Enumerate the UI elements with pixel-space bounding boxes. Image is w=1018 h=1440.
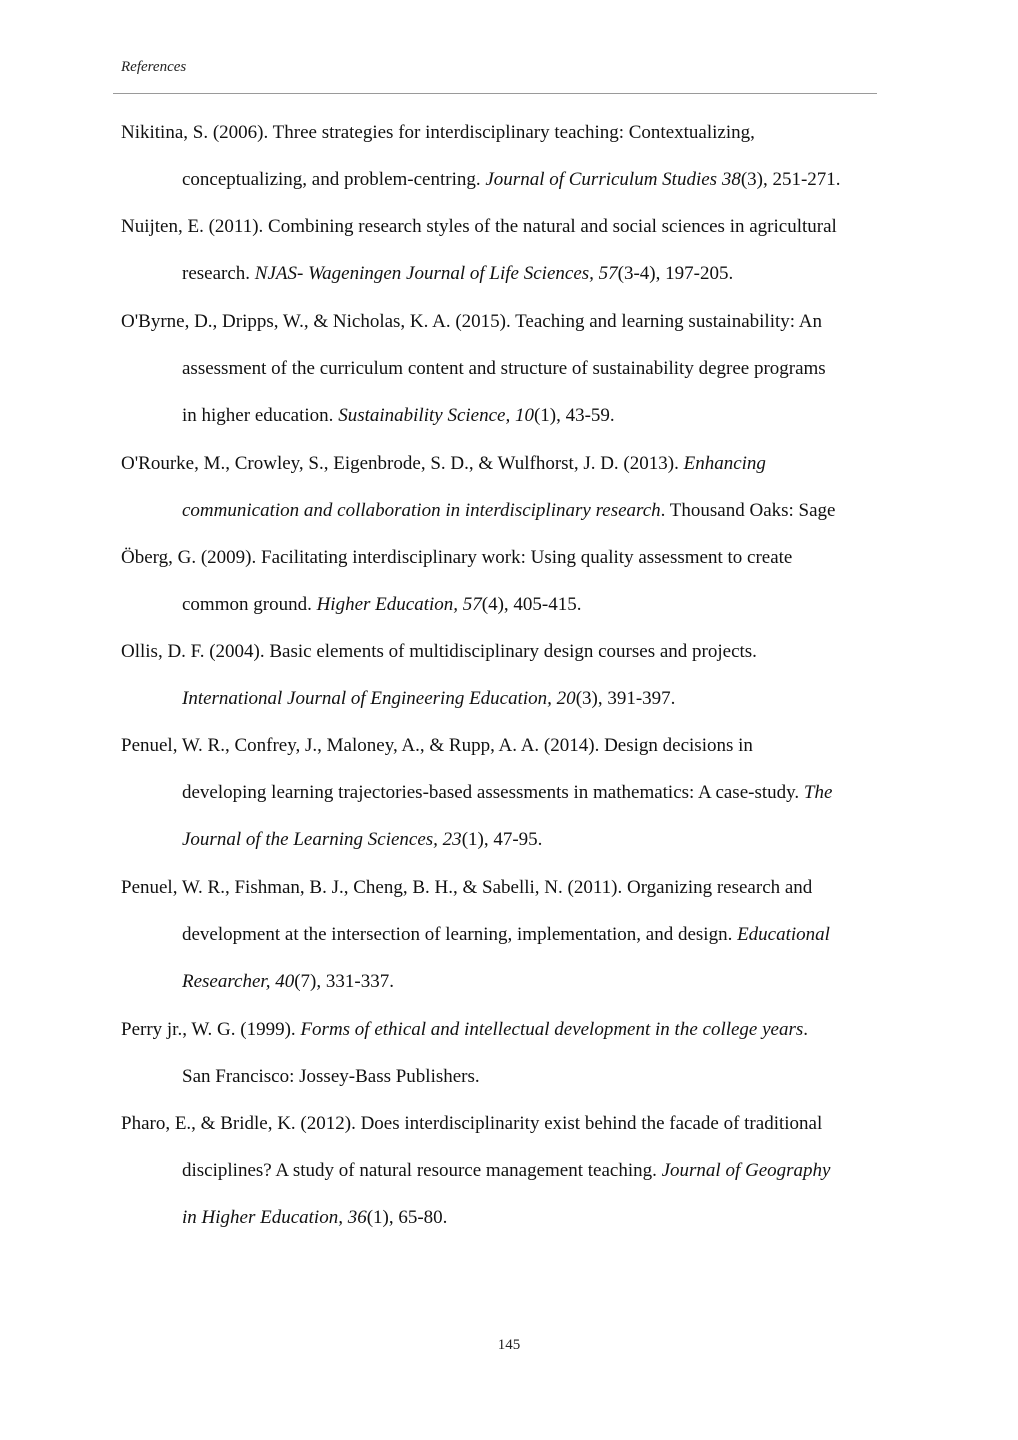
reference-text: disciplines? A study of natural resource management teaching. bbox=[182, 1160, 662, 1181]
reference-line bbox=[121, 1006, 808, 1053]
reference-entry bbox=[121, 534, 792, 628]
reference-italic-text: Forms of ethical and intellectual development in the college years bbox=[300, 1019, 804, 1040]
reference-entry bbox=[121, 109, 841, 203]
reference-line bbox=[121, 581, 792, 628]
reference-line bbox=[121, 440, 836, 487]
reference-text: (7), 331-337. bbox=[294, 971, 394, 992]
reference-text: conceptualizing, and problem-centring. bbox=[182, 169, 486, 190]
reference-text: Nuijten, E. (2011). Combining research styles of the natural and social sciences in agricultural bbox=[121, 216, 837, 237]
reference-line bbox=[121, 769, 832, 816]
reference-text: Ollis, D. F. (2004). Basic elements of multidisciplinary design courses and projects. bbox=[121, 641, 757, 662]
reference-text: (4), 405-415. bbox=[481, 594, 582, 615]
reference-text: assessment of the curriculum content and structure of sustainability degree programs bbox=[182, 358, 826, 379]
reference-line bbox=[121, 1100, 830, 1147]
reference-text: Pharo, E., & Bridle, K. (2012). Does interdisciplinarity exist behind the facade of traditional bbox=[121, 1113, 823, 1134]
reference-entry bbox=[121, 1006, 808, 1100]
reference-line bbox=[121, 864, 830, 911]
reference-line bbox=[121, 722, 832, 769]
reference-text: (1), 47-95. bbox=[461, 829, 543, 850]
reference-line bbox=[121, 911, 830, 958]
reference-italic-text: Higher Education, 57 bbox=[316, 594, 482, 615]
reference-entry bbox=[121, 722, 832, 863]
reference-entry bbox=[121, 628, 757, 722]
reference-italic-text: The bbox=[803, 782, 833, 803]
reference-text: (3), 251-271. bbox=[740, 169, 841, 190]
reference-line bbox=[121, 345, 826, 392]
reference-line bbox=[121, 675, 757, 722]
reference-entry bbox=[121, 1100, 830, 1241]
reference-entry bbox=[121, 203, 837, 297]
reference-italic-text: Enhancing bbox=[683, 453, 766, 474]
reference-italic-text: Sustainability Science, 10 bbox=[338, 405, 534, 426]
reference-text: Perry jr., W. G. (1999). bbox=[121, 1019, 301, 1040]
reference-text: Penuel, W. R., Confrey, J., Maloney, A., & Rupp, A. A. (2014). Design decisions in bbox=[121, 735, 753, 756]
reference-text: (1), 43-59. bbox=[533, 405, 615, 426]
reference-line bbox=[121, 109, 841, 156]
reference-italic-text: in Higher Education, 36 bbox=[182, 1207, 367, 1228]
reference-entry bbox=[121, 864, 830, 1005]
reference-text: developing learning trajectories-based assessments in mathematics: A case-study. bbox=[182, 782, 804, 803]
reference-text: Öberg, G. (2009). Facilitating interdisciplinary work: Using quality assessment to create bbox=[121, 547, 793, 568]
reference-line bbox=[121, 1053, 808, 1100]
reference-line bbox=[121, 1194, 830, 1241]
reference-italic-text: communication and collaboration in interdisciplinary research bbox=[182, 500, 661, 521]
reference-italic-text: Journal of Curriculum Studies 38 bbox=[485, 169, 741, 190]
reference-italic-text: Researcher, 40 bbox=[182, 971, 295, 992]
reference-text: in higher education. bbox=[182, 405, 339, 426]
page-number: 145 bbox=[497, 1337, 521, 1353]
reference-text: . Thousand Oaks: Sage bbox=[660, 500, 836, 521]
reference-line bbox=[121, 487, 836, 534]
reference-text: (1), 65-80. bbox=[366, 1207, 448, 1228]
reference-italic-text: International Journal of Engineering Education, 20 bbox=[182, 688, 576, 709]
reference-italic-text: Journal of Geography bbox=[661, 1160, 831, 1181]
reference-text: . bbox=[803, 1019, 809, 1040]
reference-entry bbox=[121, 298, 826, 439]
reference-italic-text: Journal of the Learning Sciences, 23 bbox=[182, 829, 462, 850]
reference-line bbox=[121, 298, 826, 345]
reference-italic-text: Educational bbox=[737, 924, 830, 945]
reference-entry bbox=[121, 440, 836, 534]
running-head: References bbox=[121, 59, 187, 75]
reference-line bbox=[121, 816, 832, 863]
reference-text: Nikitina, S. (2006). Three strategies for interdisciplinary teaching: Contextualizing, bbox=[121, 122, 755, 143]
reference-italic-text: NJAS- Wageningen Journal of Life Sciences, 57 bbox=[254, 263, 618, 284]
reference-line bbox=[121, 203, 837, 250]
reference-line bbox=[121, 156, 841, 203]
reference-line bbox=[121, 1147, 830, 1194]
reference-text: (3), 391-397. bbox=[575, 688, 676, 709]
reference-text: Penuel, W. R., Fishman, B. J., Cheng, B. H., & Sabelli, N. (2011). Organizing research and bbox=[121, 877, 813, 898]
reference-text: O'Rourke, M., Crowley, S., Eigenbrode, S. D., & Wulfhorst, J. D. (2013). bbox=[121, 453, 684, 474]
reference-text: common ground. bbox=[182, 594, 317, 615]
reference-line bbox=[121, 392, 826, 439]
header-rule bbox=[113, 93, 877, 94]
reference-text: O'Byrne, D., Dripps, W., & Nicholas, K. A. (2015). Teaching and learning sustainability: An bbox=[121, 311, 822, 332]
reference-line bbox=[121, 534, 792, 581]
reference-line bbox=[121, 628, 757, 675]
reference-line bbox=[121, 958, 830, 1005]
reference-line bbox=[121, 250, 837, 297]
reference-text: San Francisco: Jossey-Bass Publishers. bbox=[182, 1066, 480, 1087]
reference-text: development at the intersection of learning, implementation, and design. bbox=[182, 924, 738, 945]
reference-text: research. bbox=[182, 263, 255, 284]
reference-text: (3-4), 197-205. bbox=[617, 263, 734, 284]
